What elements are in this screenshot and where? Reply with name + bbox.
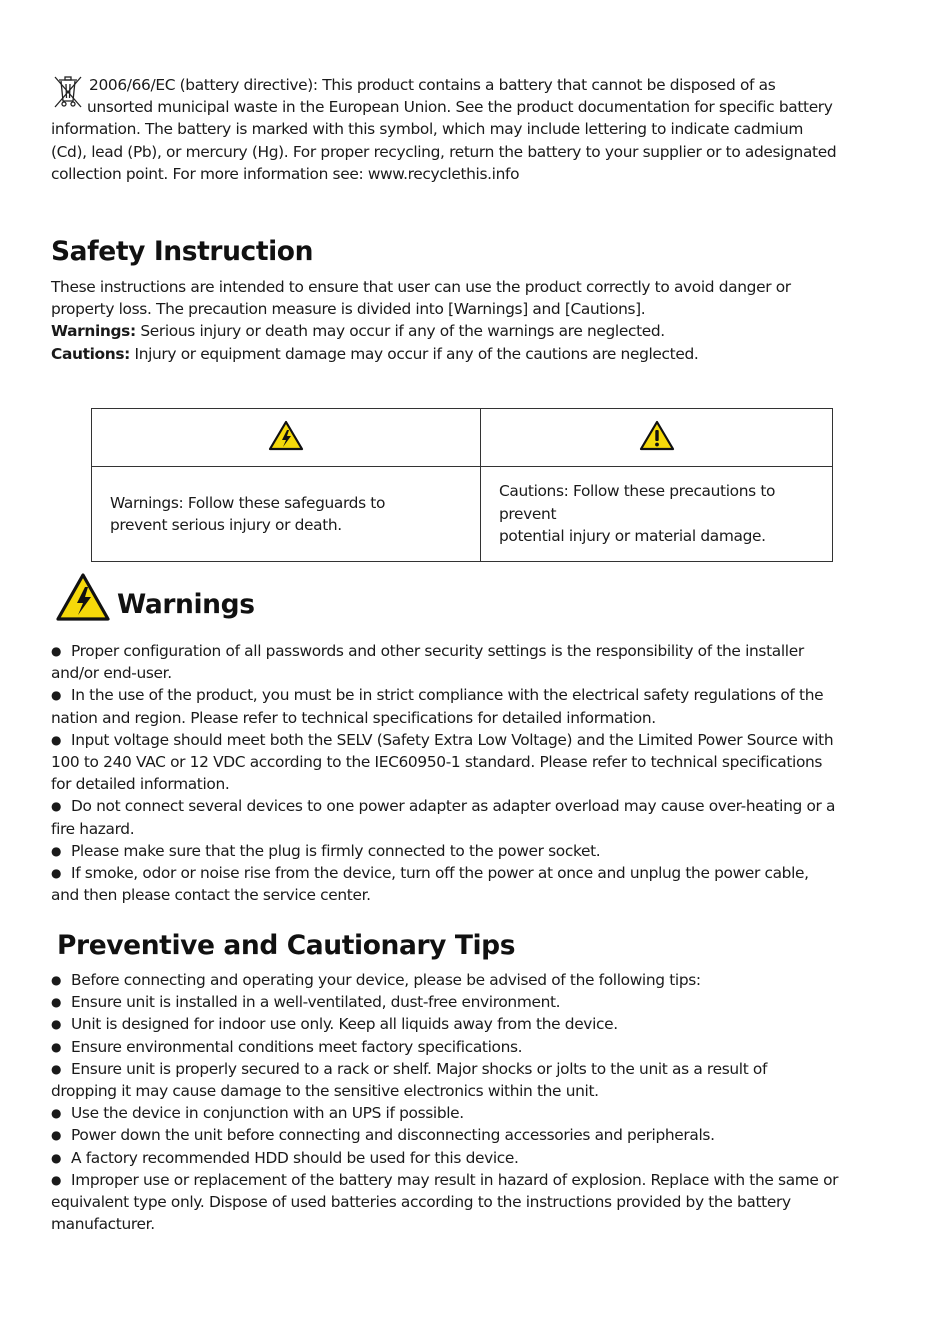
list-item-continuation <box>51 662 883 684</box>
directive-line: 2006/66/EC (battery directive): This product contains a battery that cannot be disposed of as <box>89 76 776 94</box>
crossed-bin-icon <box>53 74 83 110</box>
list-item <box>51 1058 883 1080</box>
list-item-continuation <box>51 818 883 840</box>
list-item-text: Before connecting and operating your device, please be advised of the following tips: <box>71 971 701 989</box>
list-item-continuation <box>51 707 883 729</box>
list-item <box>51 862 883 884</box>
symbol-table <box>91 408 833 562</box>
list-item-continuation <box>51 773 883 795</box>
list-item-text: 100 to 240 VAC or 12 VDC according to the IEC60950-1 standard. Please refer to technical specifications <box>51 753 823 772</box>
list-item-text: If smoke, odor or noise rise from the device, turn off the power at once and unplug the power cable, <box>71 864 809 883</box>
caution-description-line: potential injury or material damage. <box>499 527 766 546</box>
list-item-text: Power down the unit before connecting and disconnecting accessories and peripherals. <box>71 1126 715 1145</box>
list-item <box>51 640 883 662</box>
warning-description-line: Warnings: Follow these safeguards to <box>110 493 386 512</box>
bullet-icon: ● <box>51 1128 62 1143</box>
list-item <box>51 1124 883 1146</box>
list-item <box>51 969 883 991</box>
caution-description-line: Cautions: Follow these precautions to prevent <box>499 482 776 523</box>
list-item-text: and/or end-user. <box>51 664 172 683</box>
list-item-text: fire hazard. <box>51 819 135 838</box>
list-item-text: A factory recommended HDD should be used for this device. <box>71 1148 519 1167</box>
directive-link-line: collection point. For more information see: www.recyclethis.info <box>51 164 520 183</box>
safety-intro-line: These instructions are intended to ensure that user can use the product correctly to avoid danger or <box>51 278 791 296</box>
warnings-heading: Warnings <box>117 589 255 620</box>
bullet-icon: ● <box>51 995 62 1010</box>
list-item-continuation <box>51 1080 883 1102</box>
preventive-tips-heading: Preventive and Cautionary Tips <box>57 930 516 961</box>
list-item-text: nation and region. Please refer to technical specifications for detailed information. <box>51 708 656 727</box>
list-item-text: In the use of the product, you must be in strict compliance with the electrical safety regulations of the <box>71 686 824 705</box>
cautions-definition-text: Injury or equipment damage may occur if any of the cautions are neglected. <box>129 344 699 363</box>
list-item-continuation <box>51 1213 883 1235</box>
list-item-continuation <box>51 884 883 906</box>
symbol-icon-row <box>92 409 833 467</box>
bullet-icon: ● <box>51 1039 62 1054</box>
directive-line: unsorted municipal waste in the European Union. See the product documentation for specific battery <box>87 98 833 117</box>
bullet-icon: ● <box>51 688 62 703</box>
list-item-continuation <box>51 1191 883 1213</box>
directive-line: (Cd), lead (Pb), or mercury (Hg). For proper recycling, return the battery to your supplier or to adesignated <box>51 142 837 161</box>
safety-intro <box>51 276 883 365</box>
symbol-text-row <box>92 467 833 562</box>
cautions-label: Cautions: <box>51 344 130 363</box>
list-item <box>51 840 883 862</box>
list-item <box>51 991 883 1013</box>
bullet-icon: ● <box>51 973 62 987</box>
list-item <box>51 1036 883 1058</box>
list-item <box>51 684 883 706</box>
safety-instruction-heading: Safety Instruction <box>51 236 314 267</box>
list-item-text: Unit is designed for indoor use only. Keep all liquids away from the device. <box>71 1015 618 1034</box>
list-item <box>51 729 883 751</box>
bullet-icon: ● <box>51 644 62 658</box>
caution-description-cell <box>481 467 833 562</box>
warning-symbol-cell <box>92 409 481 467</box>
list-item-text: and then please contact the service center. <box>51 886 371 905</box>
bullet-icon: ● <box>51 1061 62 1076</box>
bullet-icon: ● <box>51 866 62 881</box>
list-item-text: Please make sure that the plug is firmly connected to the power socket. <box>71 841 601 860</box>
warnings-label: Warnings: <box>51 322 136 341</box>
list-item-continuation <box>51 751 883 773</box>
electric-hazard-icon <box>268 420 304 451</box>
list-item-text: Use the device in conjunction with an UPS if possible. <box>71 1104 464 1123</box>
list-item-text: equivalent type only. Dispose of used batteries according to the instructions provided by the battery <box>51 1193 791 1212</box>
list-item-text: Ensure unit is properly secured to a rack or shelf. Major shocks or jolts to the unit as a result of <box>71 1059 768 1078</box>
list-item <box>51 1169 883 1191</box>
bullet-icon: ● <box>51 799 62 814</box>
list-item-text: for detailed information. <box>51 775 230 794</box>
list-item-text: Improper use or replacement of the battery may result in hazard of explosion. Replace with the same or <box>71 1170 839 1189</box>
battery-directive <box>51 74 883 185</box>
tips-list <box>51 969 883 1235</box>
directive-line: information. The battery is marked with this symbol, which may include lettering to indicate cadmium <box>51 120 804 139</box>
bullet-icon: ● <box>51 1172 62 1187</box>
list-item <box>51 1013 883 1035</box>
list-item <box>51 795 883 817</box>
electric-hazard-icon <box>55 572 111 622</box>
list-item <box>51 1147 883 1169</box>
warning-description-cell <box>92 467 481 562</box>
safety-intro-line: property loss. The precaution measure is divided into [Warnings] and [Cautions]. <box>51 300 646 319</box>
caution-symbol-cell <box>481 409 833 467</box>
list-item-text: manufacturer. <box>51 1215 155 1234</box>
list-item <box>51 1102 883 1124</box>
list-item-text: Proper configuration of all passwords and other security settings is the responsibility of the installer <box>71 642 804 660</box>
warnings-definition <box>51 320 883 342</box>
bullet-icon: ● <box>51 1150 62 1165</box>
warning-description-line: prevent serious injury or death. <box>110 516 342 534</box>
list-item-text: Do not connect several devices to one power adapter as adapter overload may cause over-heating or a <box>71 797 836 816</box>
bullet-icon: ● <box>51 732 62 747</box>
list-item-text: dropping it may cause damage to the sensitive electronics within the unit. <box>51 1082 599 1101</box>
list-item-text: Input voltage should meet both the SELV (Safety Extra Low Voltage) and the Limited Power Source with <box>71 730 834 749</box>
warnings-definition-text: Serious injury or death may occur if any of the warnings are neglected. <box>135 322 665 341</box>
warnings-list <box>51 640 883 906</box>
bullet-icon: ● <box>51 1017 62 1032</box>
list-item-text: Ensure environmental conditions meet factory specifications. <box>71 1037 523 1056</box>
list-item-text: Ensure unit is installed in a well-ventilated, dust-free environment. <box>71 993 561 1012</box>
bullet-icon: ● <box>51 1106 62 1121</box>
exclamation-triangle-icon <box>639 420 675 451</box>
cautions-definition <box>51 343 883 365</box>
bullet-icon: ● <box>51 843 62 858</box>
